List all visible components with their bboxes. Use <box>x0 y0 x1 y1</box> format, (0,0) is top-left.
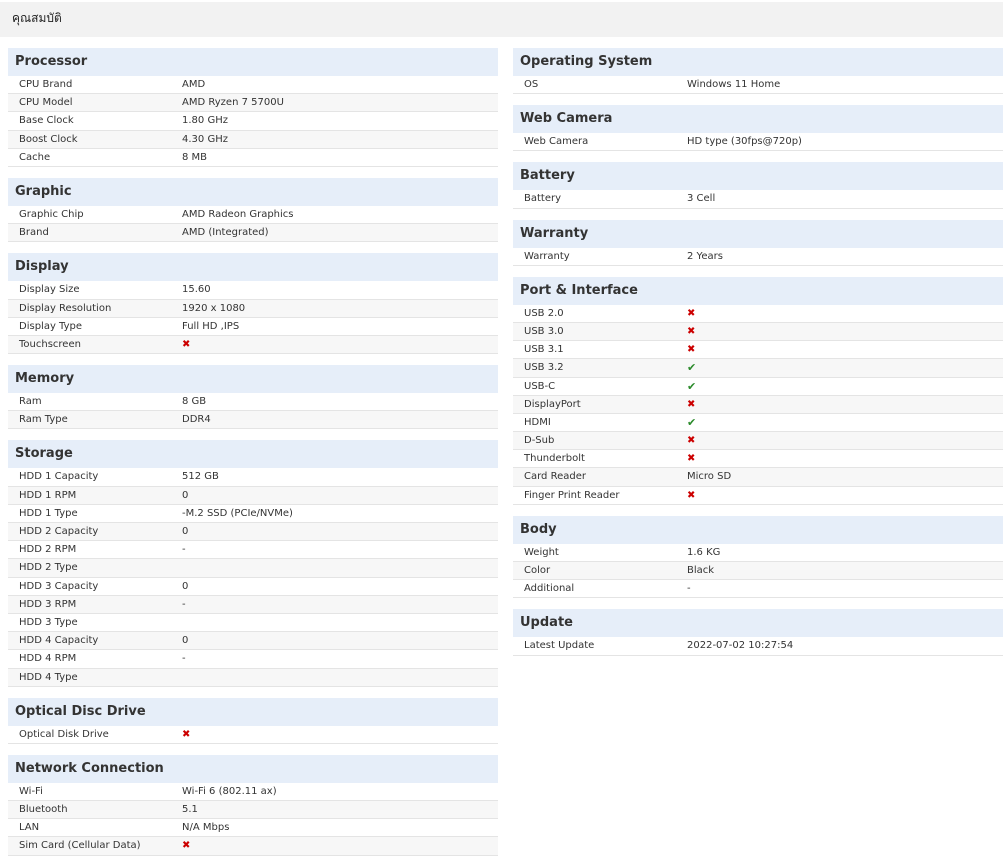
spec-table <box>8 393 498 429</box>
spec-value-icon <box>676 378 1003 395</box>
spec-label: Bluetooth <box>19 804 68 816</box>
spec-label: Cache <box>19 151 51 163</box>
spec-value <box>171 559 498 576</box>
spec-label: CPU Brand <box>19 79 73 90</box>
spec-label: Ram <box>19 396 42 408</box>
section-title: Display <box>8 253 498 281</box>
section-title: Port & Interface <box>513 277 1003 305</box>
spec-table <box>513 544 1003 599</box>
section-processor <box>8 48 498 167</box>
spec-row <box>513 133 1003 151</box>
spec-row <box>8 149 498 167</box>
cross-icon: ✖ <box>182 338 191 350</box>
spec-value-icon <box>676 396 1003 413</box>
spec-label: HDD 3 RPM <box>19 598 77 610</box>
spec-label: Card Reader <box>524 471 586 483</box>
spec-value: 1920 x 1080 <box>182 302 246 314</box>
spec-label: Base Clock <box>19 115 74 127</box>
spec-row <box>513 396 1003 414</box>
spec-label: USB-C <box>524 380 556 392</box>
spec-value: AMD Ryzen 7 5700U <box>182 97 284 109</box>
spec-value: Micro SD <box>687 471 732 483</box>
spec-value: 0 <box>182 580 189 592</box>
section-display <box>8 253 498 354</box>
cross-icon: ✖ <box>687 435 696 447</box>
cross-icon: ✖ <box>182 728 191 740</box>
spec-row <box>8 94 498 112</box>
spec-value-icon <box>676 323 1003 340</box>
spec-label: HDD 3 Capacity <box>19 580 99 592</box>
section-title: Web Camera <box>513 105 1003 133</box>
spec-value-icon <box>171 336 498 353</box>
spec-value: 2022-07-02 10:27:54 <box>687 640 794 652</box>
spec-label: HDD 4 Type <box>19 671 78 683</box>
spec-row <box>513 450 1003 468</box>
spec-row <box>513 544 1003 562</box>
spec-value: -M.2 SSD (PCIe/NVMe) <box>182 507 293 519</box>
spec-label: HDD 1 Capacity <box>19 471 99 483</box>
spec-row <box>8 131 498 149</box>
spec-table <box>513 305 1003 505</box>
spec-row <box>8 578 498 596</box>
spec-value: - <box>182 598 186 610</box>
spec-table <box>8 468 498 686</box>
spec-row <box>8 726 498 744</box>
spec-label: USB 3.2 <box>524 362 564 374</box>
spec-row <box>8 669 498 687</box>
spec-label: Display Type <box>19 320 83 332</box>
section-title: Processor <box>8 48 498 76</box>
spec-row <box>8 336 498 354</box>
spec-row <box>8 468 498 486</box>
spec-table <box>8 783 498 856</box>
spec-value-icon <box>676 359 1003 376</box>
spec-label: HDD 1 Type <box>19 507 78 519</box>
spec-label: USB 2.0 <box>524 307 564 319</box>
spec-label: Graphic Chip <box>19 208 84 220</box>
spec-value: 5.1 <box>182 804 198 816</box>
section-optical-disc-drive <box>8 698 498 744</box>
section-title: Body <box>513 516 1003 544</box>
spec-label: Warranty <box>524 250 570 262</box>
spec-row <box>513 190 1003 208</box>
spec-label: Touchscreen <box>19 338 81 350</box>
section-title: Graphic <box>8 178 498 206</box>
spec-row <box>8 837 498 855</box>
section-memory <box>8 365 498 429</box>
spec-value: Full HD ,IPS <box>182 320 240 332</box>
section-title: Update <box>513 609 1003 637</box>
spec-value: 8 MB <box>182 151 208 163</box>
check-icon: ✔ <box>687 361 697 375</box>
spec-value: - <box>687 583 691 595</box>
spec-table <box>513 190 1003 208</box>
spec-label: Display Resolution <box>19 302 112 314</box>
spec-row <box>513 468 1003 486</box>
spec-table <box>513 133 1003 151</box>
spec-row <box>8 224 498 242</box>
spec-label: Battery <box>524 193 562 205</box>
spec-row <box>8 541 498 559</box>
section-network-connection <box>8 755 498 856</box>
section-title: Memory <box>8 365 498 393</box>
spec-row <box>8 487 498 505</box>
spec-row <box>513 580 1003 598</box>
spec-value: - <box>182 544 186 556</box>
section-title: Warranty <box>513 220 1003 248</box>
cross-icon: ✖ <box>687 344 696 356</box>
spec-row <box>513 323 1003 341</box>
spec-table <box>513 248 1003 266</box>
spec-value-icon <box>676 487 1003 504</box>
spec-value: 0 <box>182 489 189 501</box>
spec-table <box>8 726 498 744</box>
section-title: Battery <box>513 162 1003 190</box>
section-title: Optical Disc Drive <box>8 698 498 726</box>
spec-row <box>8 281 498 299</box>
spec-label: OS <box>524 79 539 90</box>
spec-label: Boost Clock <box>19 133 78 145</box>
spec-value: 4.30 GHz <box>182 133 228 145</box>
spec-value-icon <box>171 726 498 743</box>
spec-label: Color <box>524 565 551 576</box>
spec-value-icon <box>676 432 1003 449</box>
spec-value-icon <box>676 341 1003 358</box>
cross-icon: ✖ <box>687 489 696 501</box>
spec-value: 8 GB <box>182 396 207 408</box>
spec-row <box>8 411 498 429</box>
spec-row <box>513 76 1003 94</box>
spec-value: 15.60 <box>182 284 211 296</box>
spec-row <box>513 248 1003 266</box>
spec-row <box>513 487 1003 505</box>
spec-label: Wi-Fi <box>19 785 43 797</box>
spec-label: USB 3.0 <box>524 325 564 337</box>
section-web-camera <box>513 105 1003 151</box>
spec-value: 3 Cell <box>687 193 716 205</box>
section-update <box>513 609 1003 655</box>
cross-icon: ✖ <box>687 307 696 319</box>
spec-label: HDD 2 Type <box>19 562 78 574</box>
section-warranty <box>513 220 1003 266</box>
spec-row <box>8 393 498 411</box>
spec-label: LAN <box>19 822 40 834</box>
spec-row <box>513 432 1003 450</box>
spec-value-icon <box>676 305 1003 322</box>
spec-value: 1.80 GHz <box>182 115 228 127</box>
spec-label: HDD 1 RPM <box>19 489 77 501</box>
page-title: คุณสมบัติ <box>12 11 62 25</box>
spec-label: Finger Print Reader <box>524 489 620 501</box>
spec-label: HDD 2 Capacity <box>19 526 99 537</box>
spec-value: Windows 11 Home <box>687 79 781 90</box>
section-title: Storage <box>8 440 498 468</box>
spec-value <box>171 614 498 631</box>
section-battery <box>513 162 1003 208</box>
spec-row <box>513 341 1003 359</box>
spec-row <box>8 300 498 318</box>
spec-value: 2 Years <box>687 250 723 262</box>
spec-label: HDD 4 RPM <box>19 653 77 665</box>
spec-row <box>8 112 498 130</box>
spec-row <box>8 206 498 224</box>
spec-row <box>513 305 1003 323</box>
spec-value: HD type (30fps@720p) <box>687 136 802 148</box>
spec-value-icon <box>676 450 1003 467</box>
spec-table <box>513 637 1003 655</box>
spec-value: 0 <box>182 635 189 647</box>
page-header <box>0 2 1003 37</box>
section-storage <box>8 440 498 686</box>
spec-value-icon <box>676 414 1003 431</box>
spec-value-icon <box>171 837 498 854</box>
spec-label: USB 3.1 <box>524 344 564 356</box>
spec-row <box>8 650 498 668</box>
spec-row <box>8 318 498 336</box>
section-body <box>513 516 1003 599</box>
section-title: Network Connection <box>8 755 498 783</box>
check-icon: ✔ <box>687 379 697 393</box>
spec-table <box>8 76 498 167</box>
spec-row <box>8 559 498 577</box>
section-title: Operating System <box>513 48 1003 76</box>
spec-label: Display Size <box>19 284 80 296</box>
right-spec-column <box>513 48 1003 667</box>
spec-label: Thunderbolt <box>524 453 585 465</box>
spec-value: 1.6 KG <box>687 546 721 558</box>
spec-label: HDMI <box>524 416 551 428</box>
spec-row <box>8 632 498 650</box>
spec-label: Weight <box>524 546 559 558</box>
spec-label: Additional <box>524 583 575 595</box>
spec-value: 512 GB <box>182 471 219 483</box>
spec-value: Black <box>687 565 715 576</box>
spec-table <box>8 206 498 242</box>
spec-row <box>8 819 498 837</box>
spec-row <box>8 801 498 819</box>
spec-row <box>513 378 1003 396</box>
spec-value: - <box>182 653 186 665</box>
section-graphic <box>8 178 498 242</box>
check-icon: ✔ <box>687 415 697 429</box>
cross-icon: ✖ <box>687 398 696 410</box>
spec-row <box>8 596 498 614</box>
section-operating-system <box>513 48 1003 94</box>
spec-label: CPU Model <box>19 97 73 109</box>
spec-table <box>513 76 1003 94</box>
spec-label: Latest Update <box>524 640 595 652</box>
spec-row <box>8 614 498 632</box>
cross-icon: ✖ <box>182 840 191 852</box>
spec-row <box>513 414 1003 432</box>
spec-label: Web Camera <box>524 136 589 148</box>
spec-row <box>8 76 498 94</box>
spec-value: AMD Radeon Graphics <box>182 208 294 220</box>
spec-label: Optical Disk Drive <box>19 728 109 740</box>
spec-table <box>8 281 498 354</box>
spec-value: DDR4 <box>182 414 211 426</box>
spec-label: DisplayPort <box>524 398 581 410</box>
spec-label: D-Sub <box>524 435 555 447</box>
cross-icon: ✖ <box>687 325 696 337</box>
spec-row <box>8 523 498 541</box>
spec-label: HDD 3 Type <box>19 616 78 628</box>
spec-row <box>513 637 1003 655</box>
spec-label: HDD 4 Capacity <box>19 635 99 647</box>
spec-value: AMD <box>182 79 206 90</box>
spec-label: Ram Type <box>19 414 68 426</box>
spec-value: AMD (Integrated) <box>182 227 269 239</box>
spec-row <box>8 505 498 523</box>
spec-value: Wi-Fi 6 (802.11 ax) <box>182 785 277 797</box>
spec-label: Sim Card (Cellular Data) <box>19 840 141 852</box>
spec-row <box>8 783 498 801</box>
spec-label: HDD 2 RPM <box>19 544 77 556</box>
spec-label: Brand <box>19 227 49 239</box>
left-spec-column <box>8 48 498 867</box>
spec-value <box>171 669 498 686</box>
cross-icon: ✖ <box>687 453 696 465</box>
spec-row <box>513 562 1003 580</box>
spec-row <box>513 359 1003 377</box>
spec-value: 0 <box>182 526 189 537</box>
spec-value: N/A Mbps <box>182 822 230 834</box>
section-port-interface <box>513 277 1003 505</box>
